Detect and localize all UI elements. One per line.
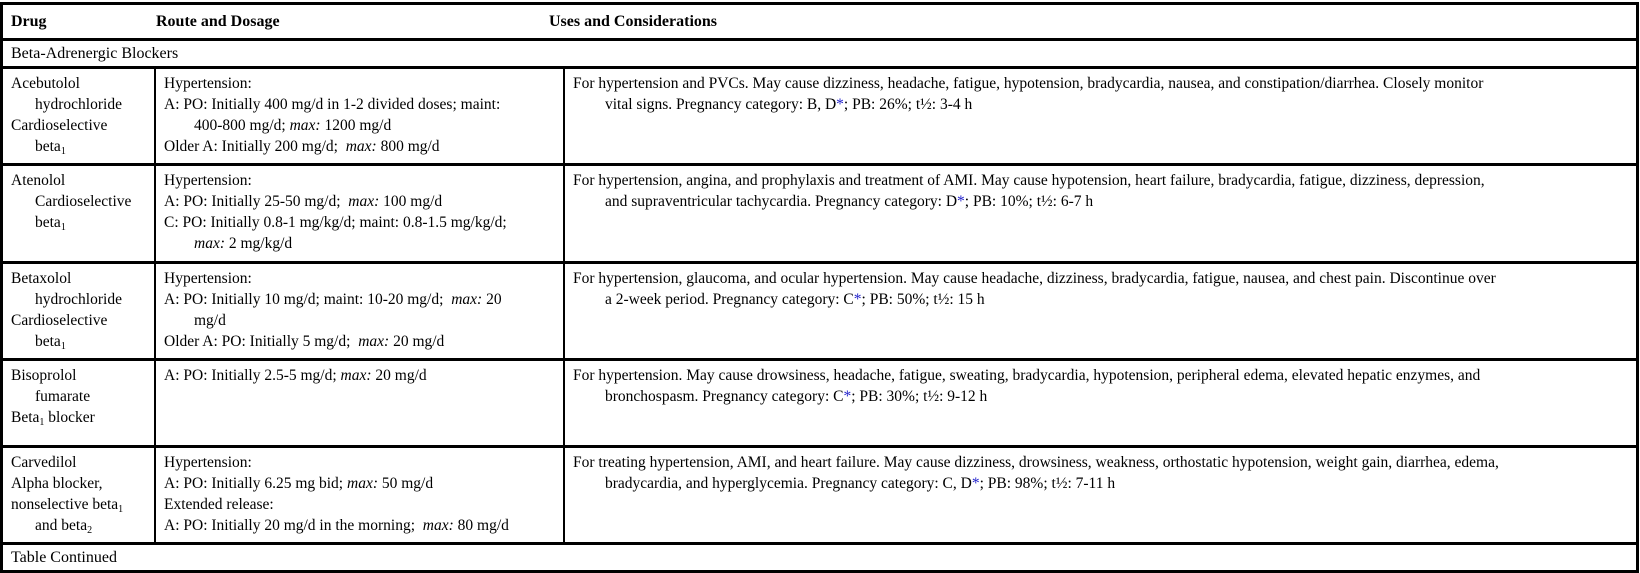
text-line	[164, 191, 555, 212]
text-line	[573, 386, 1628, 407]
table-row	[3, 361, 1636, 448]
text-segment: beta	[35, 333, 61, 350]
text-line	[573, 452, 1628, 473]
text-segment: ; PB: 26%; t½: 3-4 h	[843, 96, 973, 113]
text-line	[11, 115, 146, 136]
text-line	[573, 473, 1628, 494]
section-header-label: Beta-Adrenergic Blockers	[11, 44, 179, 62]
text-line	[11, 289, 146, 310]
text-segment: max:	[289, 117, 321, 134]
text-line	[11, 452, 146, 473]
text-line	[11, 386, 146, 407]
text-segment: For hypertension, angina, and prophylaxis and treatment of AMI. May cause hypotension, heart failure, bradycardia, fatigue, dizziness, depression,	[573, 172, 1485, 189]
column-header-uses-and-considerations: Uses and Considerations	[549, 12, 718, 30]
text-line	[11, 94, 146, 115]
text-segment: mg/d	[194, 312, 226, 329]
drug-table	[0, 2, 1639, 573]
drug-cell	[3, 166, 156, 261]
text-line	[11, 494, 146, 515]
text-line	[573, 365, 1628, 386]
text-segment: 20 mg/d	[371, 367, 427, 384]
text-segment: Extended release:	[164, 496, 274, 513]
text-line	[164, 473, 555, 494]
text-line	[164, 73, 555, 94]
text-segment: Older A: PO: Initially 5 mg/d;	[164, 333, 359, 350]
text-segment: Hypertension:	[164, 270, 252, 287]
text-line	[11, 515, 146, 536]
table-row	[3, 264, 1636, 361]
text-segment: Hypertension:	[164, 454, 252, 471]
text-segment: max:	[451, 291, 483, 308]
text-segment: A: PO: Initially 2.5-5 mg/d;	[164, 367, 341, 384]
text-segment: For hypertension, glaucoma, and ocular hypertension. May cause headache, dizziness, bradycardia, fatigue, nausea, and chest pain. Discontinue over	[573, 270, 1496, 287]
pregnancy-category-asterisk: *	[957, 193, 965, 210]
text-segment: bronchospasm. Pregnancy category: C	[605, 388, 844, 405]
text-line	[573, 94, 1628, 115]
text-segment: max:	[194, 235, 225, 252]
text-segment: Atenolol	[11, 172, 66, 189]
text-line	[11, 191, 146, 212]
text-segment: hydrochloride	[35, 96, 122, 113]
text-segment: Acebutolol	[11, 75, 80, 92]
text-segment: blocker	[44, 409, 95, 426]
text-segment: ; PB: 98%; t½: 7-11 h	[979, 475, 1116, 492]
text-segment: beta	[35, 214, 61, 231]
text-segment: a 2-week period. Pregnancy category: C	[605, 291, 854, 308]
pregnancy-category-asterisk: *	[971, 475, 980, 492]
text-segment: hydrochloride	[35, 291, 122, 308]
pregnancy-category-asterisk: *	[843, 388, 852, 405]
text-line	[164, 331, 555, 352]
text-segment: Cardioselective	[11, 312, 108, 329]
drug-cell	[3, 264, 156, 358]
text-segment: For treating hypertension, AMI, and heart failure. May cause dizziness, drowsiness, weakness, orthostatic hypotension, weight gain, diarrhea, edema,	[573, 454, 1499, 471]
text-line	[164, 115, 555, 136]
text-segment: A: PO: Initially 10 mg/d; maint: 10-20 mg/d;	[164, 291, 452, 308]
table-header-row	[3, 5, 1636, 41]
text-line	[11, 268, 146, 289]
text-line	[11, 407, 146, 428]
section-header-beta-adrenergic-blockers	[3, 41, 1636, 69]
route-cell	[156, 69, 565, 163]
text-line	[11, 73, 146, 94]
text-line	[164, 170, 555, 191]
table-continued-label: Table Continued	[11, 548, 117, 566]
route-cell	[156, 448, 565, 542]
text-segment: beta	[35, 138, 61, 155]
text-segment: 50 mg/d	[378, 475, 434, 492]
text-segment: max:	[348, 193, 380, 210]
column-header-route-and-dosage: Route and Dosage	[156, 12, 280, 30]
text-line	[573, 268, 1628, 289]
text-line	[164, 212, 555, 233]
text-segment: 80 mg/d	[453, 517, 509, 534]
text-line	[11, 212, 146, 233]
text-segment: 100 mg/d	[379, 193, 443, 210]
text-segment: A: PO: Initially 6.25 mg bid;	[164, 475, 347, 492]
text-segment: For hypertension and PVCs. May cause dizziness, headache, fatigue, hypotension, bradycardia, nausea, and constipation/diarrhea. Closely monitor	[573, 75, 1484, 92]
text-line	[164, 494, 555, 515]
text-segment: max:	[345, 138, 377, 155]
text-line	[164, 136, 555, 157]
text-segment: max:	[347, 475, 378, 492]
table-continued-note	[3, 545, 1636, 570]
text-segment: Betaxolol	[11, 270, 72, 287]
text-line	[164, 365, 555, 386]
text-line	[164, 289, 555, 310]
drug-cell	[3, 448, 156, 542]
text-segment: ; PB: 30%; t½: 9-12 h	[851, 388, 988, 405]
text-segment: 1	[39, 417, 45, 428]
text-line	[573, 289, 1628, 310]
text-segment: Cardioselective	[35, 193, 132, 210]
uses-cell	[565, 166, 1636, 261]
drug-cell	[3, 361, 156, 445]
pregnancy-category-asterisk: *	[853, 291, 862, 308]
uses-cell	[565, 69, 1636, 163]
text-segment: 2	[87, 525, 93, 536]
text-segment: nonselective beta	[11, 496, 119, 513]
text-segment: 800 mg/d	[376, 138, 440, 155]
table-row	[3, 448, 1636, 545]
text-line	[164, 94, 555, 115]
table-body	[3, 69, 1636, 545]
text-line	[11, 310, 146, 331]
text-segment: bradycardia, and hyperglycemia. Pregnancy category: C, D	[605, 475, 972, 492]
uses-cell	[565, 448, 1636, 542]
table-row	[3, 69, 1636, 166]
table-row	[3, 166, 1636, 264]
route-cell	[156, 264, 565, 358]
text-line	[164, 268, 555, 289]
text-segment: Hypertension:	[164, 75, 252, 92]
text-segment: 1	[60, 222, 66, 233]
text-line	[164, 515, 555, 536]
text-segment: 20	[482, 291, 502, 308]
text-segment: max:	[358, 333, 390, 350]
text-segment: Beta	[11, 409, 40, 426]
route-cell	[156, 166, 565, 261]
text-segment: 2 mg/kg/d	[225, 235, 293, 252]
pregnancy-category-asterisk: *	[836, 96, 844, 113]
text-line	[11, 365, 146, 386]
text-segment: vital signs. Pregnancy category: B, D	[605, 96, 837, 113]
text-segment: Bisoprolol	[11, 367, 77, 384]
text-segment: 20 mg/d	[389, 333, 445, 350]
text-line	[573, 191, 1628, 212]
text-segment: max:	[422, 517, 454, 534]
text-segment: 1200 mg/d	[320, 117, 392, 134]
text-segment: ; PB: 10%; t½: 6-7 h	[964, 193, 1094, 210]
text-line	[164, 310, 555, 331]
text-segment: and supraventricular tachycardia. Pregnancy category: D	[605, 193, 958, 210]
text-segment: A: PO: Initially 400 mg/d in 1-2 divided doses; maint:	[164, 96, 501, 113]
text-line	[11, 170, 146, 191]
text-segment: A: PO: Initially 25-50 mg/d;	[164, 193, 349, 210]
text-line	[11, 136, 146, 157]
text-segment: Alpha blocker,	[11, 475, 103, 492]
text-segment: A: PO: Initially 20 mg/d in the morning;	[164, 517, 423, 534]
text-segment: 400-800 mg/d;	[194, 117, 290, 134]
text-segment: 1	[60, 146, 66, 157]
uses-cell	[565, 361, 1636, 445]
text-line	[573, 73, 1628, 94]
column-header-drug: Drug	[11, 12, 47, 30]
text-segment: C: PO: Initially 0.8-1 mg/kg/d; maint: 0.8-1.5 mg/kg/d;	[164, 214, 507, 231]
text-segment: Carvedilol	[11, 454, 77, 471]
uses-cell	[565, 264, 1636, 358]
text-segment: 1	[60, 341, 66, 352]
text-segment: fumarate	[35, 388, 91, 405]
text-line	[164, 452, 555, 473]
route-cell	[156, 361, 565, 445]
text-segment: ; PB: 50%; t½: 15 h	[861, 291, 985, 308]
text-segment: For hypertension. May cause drowsiness, headache, fatigue, sweating, bradycardia, hypotension, peripheral edema, elevated hepatic enzymes, and	[573, 367, 1481, 384]
text-line	[164, 233, 555, 254]
text-segment: Hypertension:	[164, 172, 252, 189]
text-segment: max:	[340, 367, 372, 384]
text-line	[573, 170, 1628, 191]
text-line	[11, 473, 146, 494]
text-segment: Cardioselective	[11, 117, 108, 134]
text-segment: 1	[118, 504, 124, 515]
drug-cell	[3, 69, 156, 163]
text-segment: Older A: Initially 200 mg/d;	[164, 138, 346, 155]
text-segment: and beta	[35, 517, 88, 534]
text-line	[11, 331, 146, 352]
